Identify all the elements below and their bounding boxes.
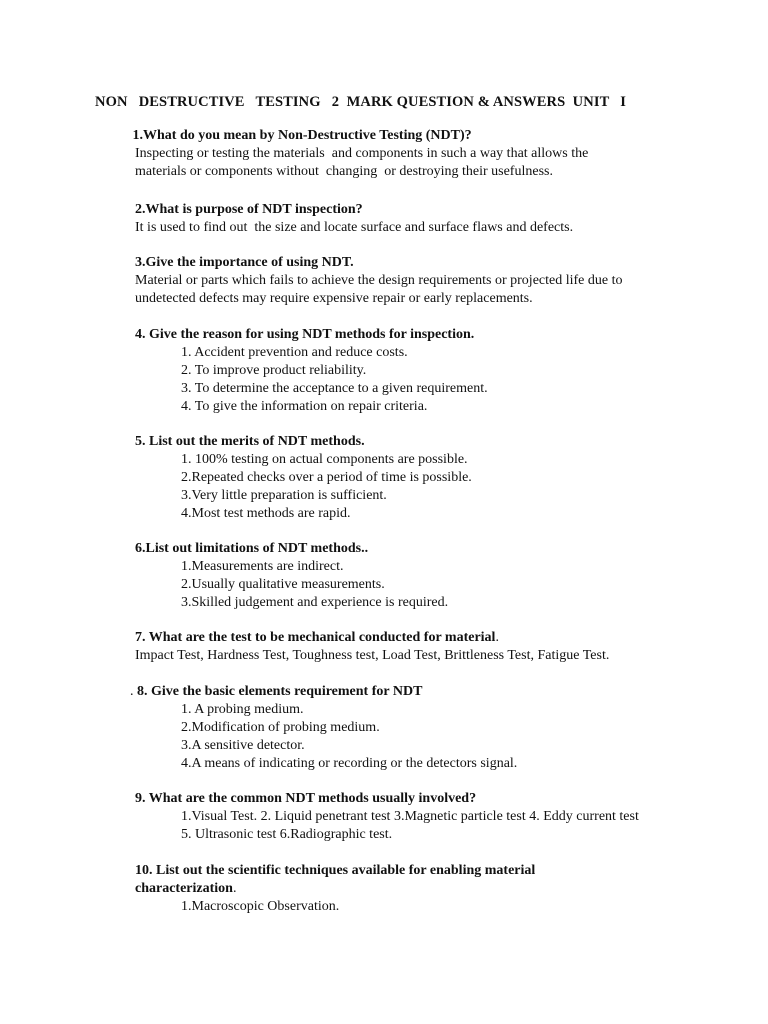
list-item: 3.A sensitive detector.: [181, 738, 305, 753]
answer-list: [135, 451, 695, 523]
answer-line: undetected defects may require expensive repair or early replacements.: [135, 291, 533, 306]
question-block-6: [135, 540, 695, 612]
question-text: 9. What are the common NDT methods usually involved?: [135, 791, 477, 806]
question-text-continued: characterization: [135, 881, 233, 896]
question-prefix: .: [130, 684, 137, 699]
question-block-10: [135, 862, 695, 916]
question-heading: [135, 880, 695, 898]
question-block-7: [135, 629, 695, 665]
question-text: 2.What is purpose of NDT inspection?: [135, 202, 363, 217]
answer-list: [135, 701, 690, 773]
list-item: 2. To improve product reliability.: [181, 363, 367, 378]
question-block-3: [135, 254, 695, 308]
answer-text: [135, 647, 695, 665]
list-item: 1. A probing medium.: [181, 702, 304, 717]
question-block-8: [130, 683, 690, 773]
question-tail: .: [232, 881, 237, 896]
list-item: 4. To give the information on repair criteria.: [181, 399, 428, 414]
list-item: 1.Macroscopic Observation.: [181, 899, 340, 914]
list-item: 1.Visual Test. 2. Liquid penetrant test 3.Magnetic particle test 4. Eddy current test: [181, 809, 639, 824]
answer-text: [135, 272, 695, 308]
answer-text: [135, 219, 695, 237]
list-item: 1.Measurements are indirect.: [181, 559, 344, 574]
list-item: 3. To determine the acceptance to a given requirement.: [181, 381, 488, 396]
answer-line: Impact Test, Hardness Test, Toughness test, Load Test, Brittleness Test, Fatigue Test.: [135, 648, 610, 663]
answer-list: [135, 344, 695, 416]
question-text: 4. Give the reason for using NDT methods for inspection.: [135, 327, 475, 342]
question-block-9: [135, 790, 735, 844]
question-text: 7. What are the test to be mechanical conducted for material: [135, 630, 496, 645]
question-heading: [130, 683, 690, 701]
answer-line: Inspecting or testing the materials and components in such a way that allows the: [135, 146, 589, 161]
question-text: 1.What do you mean by Non-Destructive Testing (NDT)?: [129, 128, 472, 143]
question-block-1: [129, 127, 695, 181]
question-text: 8. Give the basic elements requirement for NDT: [137, 684, 423, 699]
answer-list: [135, 808, 735, 844]
question-heading: [135, 629, 695, 647]
list-item: 2.Usually qualitative measurements.: [181, 577, 385, 592]
question-text: 3.Give the importance of using NDT.: [135, 255, 354, 270]
question-tail: .: [495, 630, 499, 645]
list-item: 3.Very little preparation is sufficient.: [181, 488, 387, 503]
answer-line: It is used to find out the size and locate surface and surface flaws and defects.: [135, 220, 574, 235]
list-item: 2.Modification of probing medium.: [181, 720, 380, 735]
question-text: 10. List out the scientific techniques available for enabling material: [135, 863, 536, 878]
list-item: 2.Repeated checks over a period of time is possible.: [181, 470, 472, 485]
list-item: 3.Skilled judgement and experience is required.: [181, 595, 449, 610]
question-block-5: [135, 433, 695, 523]
answer-list: [135, 558, 695, 612]
list-item: 5. Ultrasonic test 6.Radiographic test.: [181, 827, 393, 842]
question-text: 6.List out limitations of NDT methods..: [135, 541, 369, 556]
answer-text: [135, 145, 695, 181]
answer-line: materials or components without changing or destroying their usefulness.: [135, 164, 553, 179]
list-item: 1. 100% testing on actual components are possible.: [181, 452, 468, 467]
answer-list: [135, 898, 695, 916]
document-title: NON DESTRUCTIVE TESTING 2 MARK QUESTION & ANSWERS UNIT I: [95, 94, 626, 110]
question-block-4: [135, 326, 695, 416]
list-item: 4.A means of indicating or recording or the detectors signal.: [181, 756, 518, 771]
question-text: 5. List out the merits of NDT methods.: [135, 434, 365, 449]
answer-line: Material or parts which fails to achieve the design requirements or projected life due to: [135, 273, 623, 288]
list-item: 4.Most test methods are rapid.: [181, 506, 351, 521]
question-block-2: [135, 201, 695, 237]
list-item: 1. Accident prevention and reduce costs.: [181, 345, 408, 360]
